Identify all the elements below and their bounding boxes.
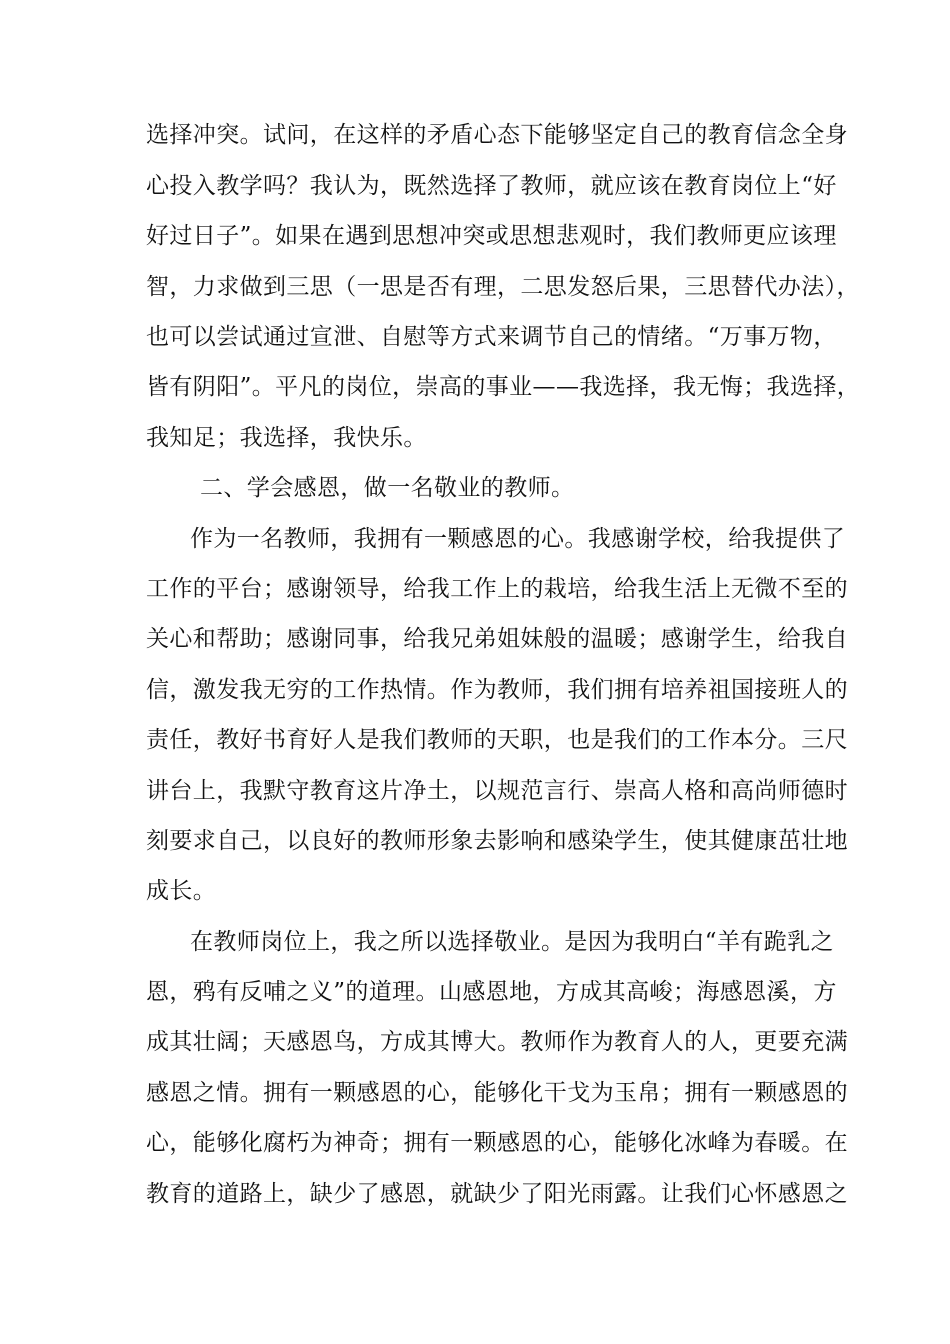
text-line: 恩，鸦有反哺之义”的道理。山感恩地，方成其高峻；海感恩溪，方 bbox=[146, 979, 837, 1005]
text-line: 成其壮阔；天感恩鸟，方成其博大。教师作为教育人的人，更要充满 bbox=[146, 1029, 848, 1055]
text-line: 我知足；我选择，我快乐。 bbox=[146, 425, 427, 451]
text-line: 感恩之情。拥有一颗感恩的心，能够化干戈为玉帛；拥有一颗感恩的 bbox=[146, 1080, 848, 1106]
text-line: 心投入教学吗？我认为，既然选择了教师，就应该在教育岗位上“好 bbox=[146, 173, 837, 199]
text-line: 成长。 bbox=[146, 878, 217, 904]
text-line: 刻要求自己，以良好的教师形象去影响和感染学生，使其健康茁壮地 bbox=[146, 828, 848, 854]
text-line: 智，力求做到三思（一思是否有理，二思发怒后果，三思替代办法）， bbox=[146, 274, 860, 300]
text-line: 工作的平台；感谢领导，给我工作上的栽培，给我生活上无微不至的 bbox=[146, 576, 848, 602]
text-line: 皆有阴阳”。平凡的岗位，崇高的事业——我选择，我无悔；我选择， bbox=[146, 374, 861, 400]
text-line: 也可以尝试通过宣泄、自慰等方式来调节自己的情绪。“万事万物， bbox=[146, 324, 837, 350]
text-line: 关心和帮助；感谢同事，给我兄弟姐妹般的温暖；感谢学生，给我自 bbox=[146, 626, 848, 652]
text-line: 心，能够化腐朽为神奇；拥有一颗感恩的心，能够化冰峰为春暖。在 bbox=[146, 1130, 848, 1156]
section-heading: 二、学会感恩，做一名敬业的教师。 bbox=[200, 475, 575, 501]
text-line: 责任，教好书育好人是我们教师的天职，也是我们的工作本分。三尺 bbox=[146, 727, 848, 753]
text-line: 讲台上，我默守教育这片净土，以规范言行、崇高人格和高尚师德时 bbox=[146, 778, 848, 804]
text-line: 教育的道路上，缺少了感恩，就缺少了阳光雨露。让我们心怀感恩之 bbox=[146, 1181, 848, 1207]
text-line: 选择冲突。试问，在这样的矛盾心态下能够坚定自己的教育信念全身 bbox=[146, 122, 848, 148]
text-line: 信，激发我无穷的工作热情。作为教师，我们拥有培养祖国接班人的 bbox=[146, 677, 848, 703]
text-line: 在教师岗位上，我之所以选择敬业。是因为我明白“羊有跪乳之 bbox=[190, 929, 834, 955]
text-line: 好过日子”。如果在遇到思想冲突或思想悲观时，我们教师更应该理 bbox=[146, 223, 837, 249]
text-line: 作为一名教师，我拥有一颗感恩的心。我感谢学校，给我提供了 bbox=[190, 526, 846, 552]
